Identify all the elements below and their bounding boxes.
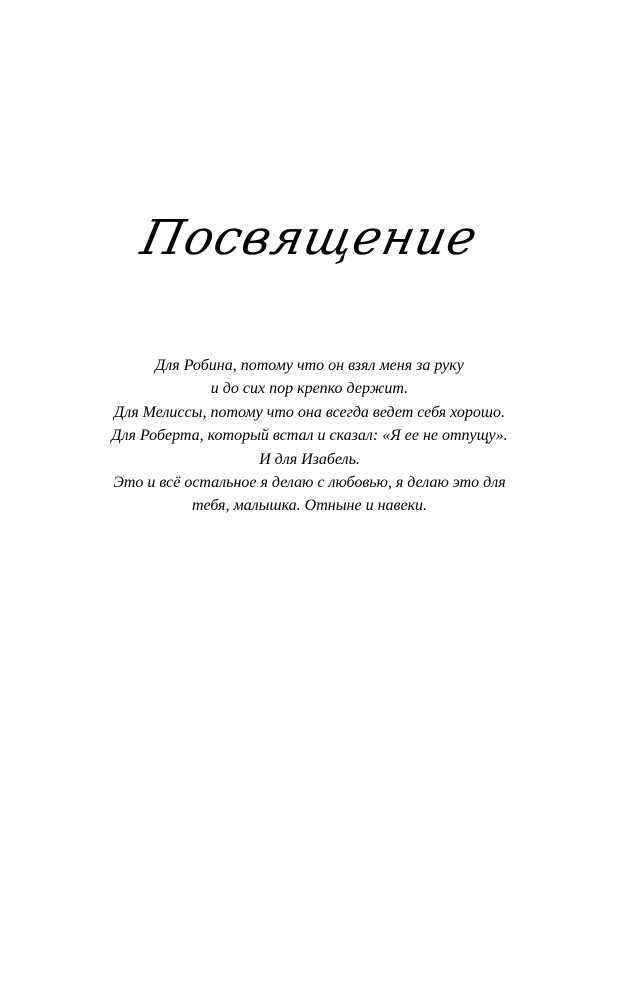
dedication-line: И для Изабель. — [259, 450, 360, 468]
page-title: Посвящение — [136, 210, 483, 266]
dedication-line: Для Роберта, который встал и сказал: «Я ее не отпущу». — [111, 427, 508, 445]
dedication-text — [0, 354, 619, 518]
dedication-line: Для Мелиссы, потому что она всегда ведет себя хорошо. — [114, 403, 505, 421]
dedication-line: тебя, малышка. Отныне и навеки. — [191, 497, 428, 515]
dedication-line: Для Робина, потому что он взял меня за руку — [155, 357, 464, 374]
dedication-line: Это и всё остальное я делаю с любовью, я делаю это для — [113, 474, 506, 492]
dedication-line: и до сих пор крепко держит. — [210, 380, 409, 398]
